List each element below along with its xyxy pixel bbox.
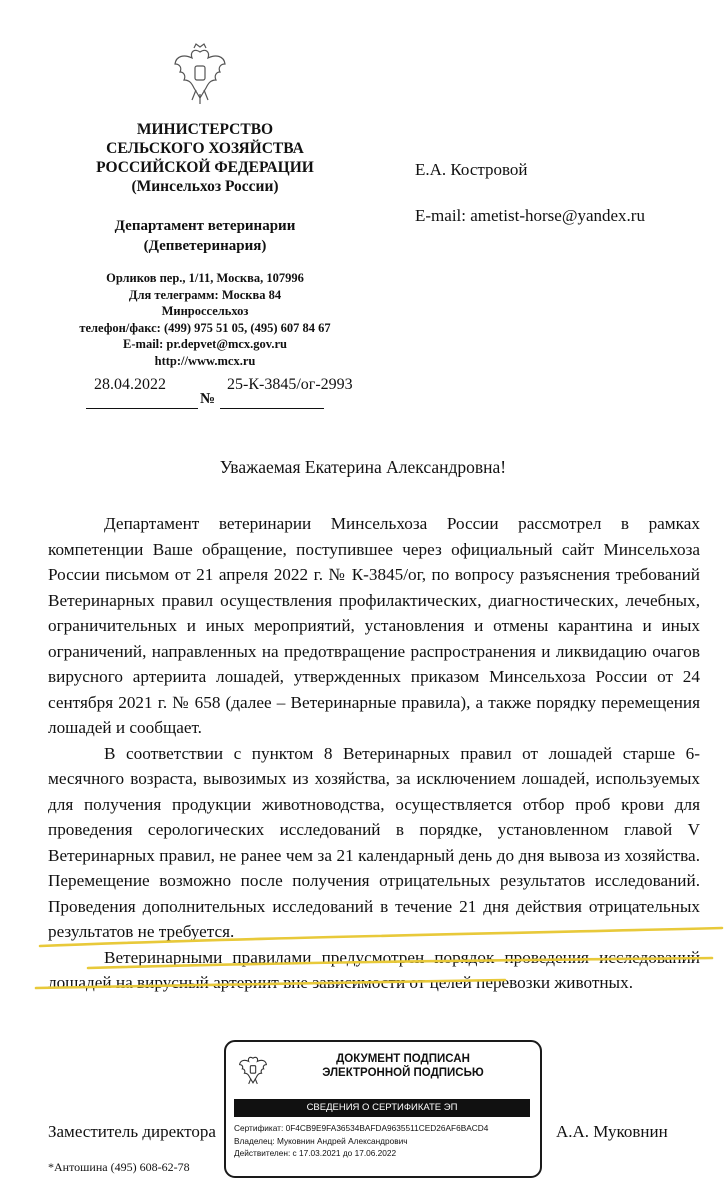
ministry-address	[40, 270, 370, 369]
registration-number: 25-К-3845/ог-2993	[227, 376, 353, 393]
ministry-line: (Минсельхоз России)	[131, 178, 279, 195]
stamp-owner: Владелец: Муковнин Андрей Александрович	[234, 1135, 408, 1146]
number-sign: №	[200, 391, 216, 407]
body-paragraph: В соответствии с пунктом 8 Ветеринарных правил от лошадей старше 6-месячного возраста, вывозимых из хозяйства, за исключением лошадей, используемых для получения продукции животноводства, осуществляется отбор проб крови для проведения серологических исследований в порядке, установленном главой V Ветеринарных правил, не ранее чем за 21 календарный день до дня вывоза из хозяйства. Перемещение возможно после получения отрицательных результатов исследований. Проведения дополнительных исследований в течение 21 дня действия отрицательных результатов не требуется.	[48, 743, 700, 941]
registration-date: 28.04.2022	[94, 376, 166, 393]
recipient-name: Е.А. Костровой	[415, 160, 528, 179]
stamp-details	[234, 1122, 488, 1160]
stamp-validity: Действителен: с 17.03.2021 до 17.06.2022	[234, 1148, 397, 1158]
department-line: Департамент ветеринарии	[114, 218, 296, 234]
stamp-title-line: ЭЛЕКТРОННОЙ ПОДПИСЬЮ	[322, 1067, 484, 1079]
stamp-certificate-bar: СВЕДЕНИЯ О СЕРТИФИКАТЕ ЭП	[234, 1099, 530, 1117]
salutation: Уважаемая Екатерина Александровна!	[219, 457, 507, 477]
stamp-title-line: ДОКУМЕНТ ПОДПИСАН	[336, 1053, 470, 1065]
ministry-line: РОССИЙСКОЙ ФЕДЕРАЦИИ	[96, 159, 314, 176]
address-line: Орликов пер., 1/11, Москва, 107996	[106, 271, 304, 285]
letter-body	[48, 511, 700, 996]
address-line: E-mail: pr.depvet@mcx.gov.ru	[123, 337, 287, 351]
department-line: (Депветеринария)	[143, 238, 267, 254]
coat-of-arms-icon	[172, 42, 228, 108]
stamp-coat-of-arms-icon	[238, 1052, 268, 1089]
number-underline	[220, 408, 324, 409]
stamp-title	[278, 1052, 528, 1080]
address-line: Минроссельхоз	[161, 304, 249, 318]
body-paragraph: Департамент ветеринарии Минсельхоза России рассмотрел в рамках компетенции Ваше обращение, поступившее через официальный сайт Минсельхоза России письмом от 21 апреля 2022 г. № К-3845/ог, по вопросу разъяснения требований Ветеринарных правил осуществления профилактических, диагностических, лечебных, ограничительных и иных мероприятий, установления и отмены карантина и иных ограничений, направленных на предотвращение распространения и ликвидацию очагов вирусного артериита лошадей, утвержденных приказом Минсельхоза России от 24 сентября 2021 г. № 658 (далее – Ветеринарные правила), а также порядку перемещения лошадей и сообщает.	[48, 514, 700, 737]
address-line: http://www.mcx.ru	[154, 353, 256, 368]
ministry-name	[60, 120, 350, 196]
recipient-email: E-mail: ametist-horse@yandex.ru	[415, 206, 645, 225]
ministry-line: МИНИСТЕРСТВО	[136, 121, 274, 138]
executor-contact: *Антошина (495) 608-62-78	[48, 1160, 190, 1174]
ministry-line: СЕЛЬСКОГО ХОЗЯЙСТВА	[106, 140, 304, 157]
signer-name: А.А. Муковнин	[556, 1122, 668, 1141]
address-line: Для телеграмм: Москва 84	[128, 287, 282, 302]
body-paragraph: Ветеринарными правилами предусмотрен порядок проведения исследований лошадей на вирусный артериит вне зависимости от целей перевозки животных.	[48, 947, 700, 992]
stamp-certificate: Сертификат: 0F4CB9E9FA36534BAFDA9635511CED26AF6BACD4	[234, 1123, 489, 1133]
date-underline	[86, 408, 198, 409]
department-name	[60, 216, 350, 256]
e-signature-stamp	[224, 1040, 542, 1178]
address-line: телефон/факс: (499) 975 51 05, (495) 607 84 67	[79, 320, 331, 335]
signer-title: Заместитель директора	[48, 1122, 216, 1141]
